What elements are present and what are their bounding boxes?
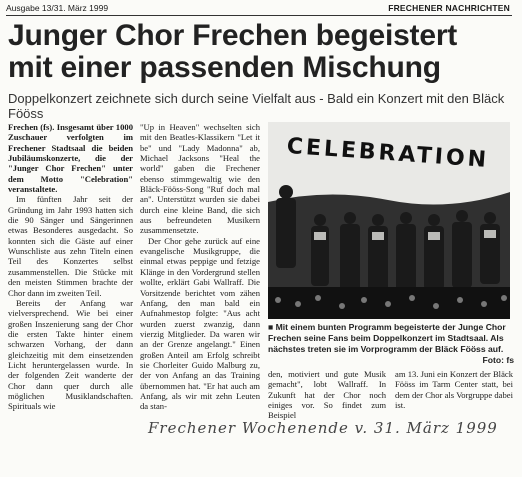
article-column-1 [8, 122, 133, 412]
body-paragraph: am 13. Juni ein Konzert der Bläck Fööss im Tarm Center statt, bei dem der Chor als Vorgruppe dabei ist. [395, 369, 513, 411]
celebration-banner: CELEBRATION [285, 133, 490, 174]
handwritten-note: Frechener Wochenende v. 31. März 1999 [148, 419, 498, 437]
body-paragraph: den, motiviert und gute Musik gemacht", lobt Wallraff. In Zukunft hat der Chor noch einiges vor. So findet zum Beispiel [268, 369, 386, 421]
body-paragraph: Im fünften Jahr seit der Gründung im Jahr 1993 hatten sich die 90 Sänger und Sängerinnen etwas Besonderes ausgedacht. So konnten sich die Gäste auf einer Wunschliste aus zehn Titeln einen Teil des Konzertes selbst zusammenstellen. Die Stücke mit den meisten Stimmen brachte der Chor dann im zweiten Teil. [8, 194, 133, 298]
article-column-4 [395, 369, 513, 410]
issue-line: Ausgabe 13/31. März 1999 [6, 3, 109, 13]
body-paragraph: "Up in Heaven" wechselten sich mit den Beatles-Klassikern "Let it be" und "Lady Madonna" ab, Michael Jacksons "Heal the world" gaben die Frechener ebenso stimmgewaltig wie den Bläck-Fööss-Song "Ruf doch mal an". Unterstützt wurden sie dabei durch eine kleine Band, die sich aus befreundeten Musikern zusammensetzte. [140, 122, 260, 236]
article-column-2 [140, 122, 260, 412]
header-rule [6, 15, 512, 16]
caption-text: Mit einem bunten Programm begeisterte der Junge Chor Frechen seine Fans beim Doppelkonzert im Stadtsaal. Als nächstes treten sie im Vorprogramm der Bläck Fööss auf. [268, 322, 506, 354]
photo-caption [268, 322, 514, 366]
lead-paragraph: Frechen (fs). Insgesamt über 1000 Zuschauer verfolgten im Frechener Stadtsaal die beiden Jubiläumskonzerte, die der "Junger Chor Frechen" unter dem Motto "Celebration" veranstaltete. [8, 122, 133, 195]
choir-photo-image [268, 122, 510, 319]
body-paragraph: Bereits der Anfang war vielversprechend. Wie bei einer großen Inszenierung sang der Chor die ersten Takte hinter einem schwarzen Vorhang, der dann gleichzeitig mit dem einsetzenden Licht heruntergelassen wurde. In der folgenden Zeit wanderte der Chor dann quer durch alle möglichen Musiklandschaften. Spirituals wie [8, 297, 133, 412]
choir-photo [268, 122, 510, 319]
photo-credit: Foto: fs [482, 355, 514, 365]
article-subheadline: Doppelkonzert zeichnete sich durch seine Vielfalt aus - Bald ein Konzert mit den Bläck Fööss [8, 91, 505, 121]
article-column-3 [268, 369, 386, 421]
body-paragraph: Der Chor gehe zurück auf eine evangelische Musikgruppe, die einmal etwas peppige und fetzige Klänge in den Vordergrund stellen wollte, erklärt Gabi Wallraff. Die Vorsitzende berichtet vom zähen Anfang, den man bald ein Aufnahmestop folgte: "Aus acht wurden zuerst zwanzig, dann vierzig Mitglieder. Da waren wir an der Grenze angelangt." Einen großen Anteil am Erfolg schreibt sie Chorleiter Guido Malburg zu, der von Anfang an das Training übernommen hat. "Er hat auch am Anfang, als wir mit zehn Leuten da stan- [140, 235, 260, 412]
paper-name: FRECHENER NACHRICHTEN [388, 3, 510, 13]
caption-bullet-icon: ■ [268, 322, 276, 332]
article-headline: Junger Chor Frechen begeistert mit einer passenden Mischung [8, 19, 458, 84]
